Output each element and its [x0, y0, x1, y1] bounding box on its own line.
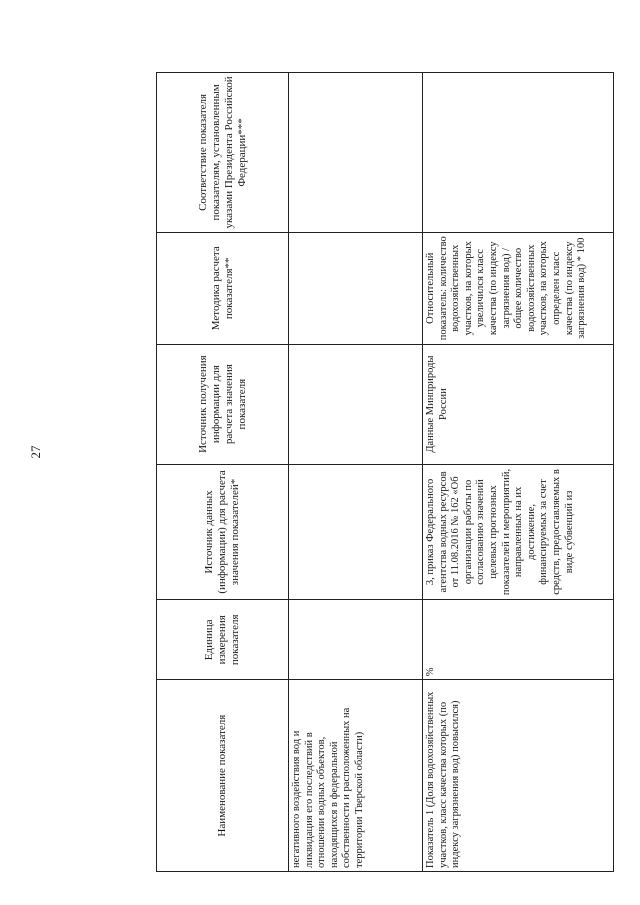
indicators-table-rotated: [156, 72, 614, 872]
indicators-table: [156, 72, 614, 872]
row-conformity: [423, 73, 614, 233]
header-conformity: Соответствие показателя показателям, установленным указами Президента Российской Федерации***: [157, 73, 289, 233]
header-data-source: Источник данных (информации) для расчета значения показателей*: [157, 464, 289, 600]
header-unit: Единица измерения показателя: [157, 600, 289, 680]
row-conformity: [289, 73, 423, 233]
table-row: [423, 73, 614, 872]
row-method: Относительный показатель: количество водохозяйственных участков, на которых увеличился класс качества (по индексу загрязнения вод) / общее количество водохозяйственных участков, на которых определен класс качества (по индексу загрязнения вод) * 100: [423, 232, 614, 344]
row-indicator-name: негативного воздействия вод и ликвидация его последствий в отношении водных объектов, находящихся в федеральной собственности и расположенных на территории Тверской области): [289, 680, 423, 872]
row-unit: [289, 600, 423, 680]
row-data-source: 3, приказ Федерального агентства водных ресурсов от 11.08.2016 № 162 «Об организации работы по согласованию значений целевых прогнозных показателей и мероприятий, направленных на их достижение, финансируемых за счет средств, предоставляемых в виде субвенций из: [423, 464, 614, 600]
row-indicator-name: Показатель 1 (Доля водохозяйственных участков, класс качества которых (по индексу загрязнения вод) повысился): [423, 680, 614, 872]
row-method: [289, 232, 423, 344]
row-info-source: Данные Минприроды России: [423, 344, 614, 464]
header-info-source: Источник получения информации для расчета значения показателя: [157, 344, 289, 464]
table-row: [289, 73, 423, 872]
row-data-source: [289, 464, 423, 600]
row-unit: %: [423, 600, 614, 680]
header-method: Методика расчета показателя**: [157, 232, 289, 344]
row-info-source: [289, 344, 423, 464]
page-number: 27: [28, 445, 43, 459]
header-row: [157, 73, 289, 872]
header-indicator-name: Наименование показателя: [157, 680, 289, 872]
